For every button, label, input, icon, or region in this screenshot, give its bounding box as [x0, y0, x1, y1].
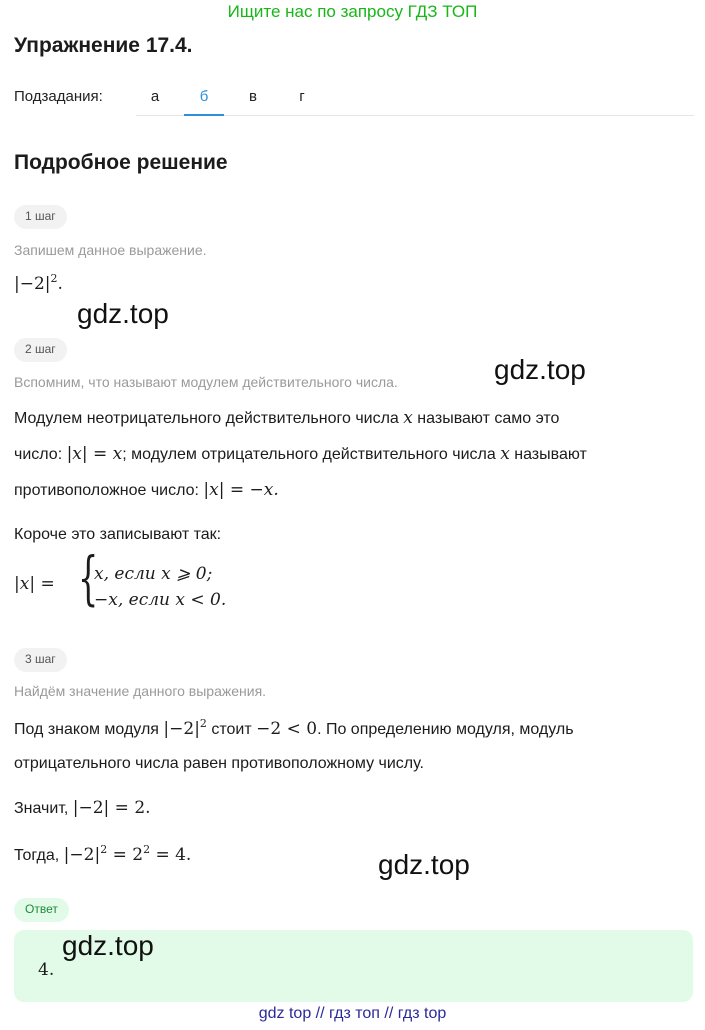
math-exponent: 2: [199, 717, 207, 730]
math-expr: |x| = x: [66, 444, 123, 464]
step-3-badge: 3 шаг: [14, 648, 67, 672]
watermark: gdz.top: [494, 354, 586, 385]
math-expr: |−2|: [163, 719, 200, 739]
subtask-tab-b[interactable]: б: [184, 82, 224, 116]
text: называют само это: [412, 410, 560, 427]
watermark: gdz.top: [378, 849, 470, 880]
math-var: x: [403, 408, 413, 428]
subtask-tab-v[interactable]: в: [249, 88, 257, 105]
footer-separator: //: [384, 1005, 394, 1022]
step-2-para-4: Короче это записывают так:: [14, 526, 222, 543]
footer-link-3[interactable]: гдз top: [397, 1005, 447, 1022]
curly-brace: {: [78, 544, 99, 612]
subtask-tab-a[interactable]: а: [150, 88, 160, 105]
text: Под знаком модуля: [14, 721, 164, 738]
math-expr: −2 < 0: [256, 719, 318, 739]
step-2-para-2: [14, 444, 587, 464]
cases-lhs: |x| =: [14, 574, 55, 594]
text: Тогда,: [14, 847, 64, 864]
step-3-caption: Найдём значение данного выражения.: [14, 683, 267, 699]
step-2-para-3: [14, 480, 279, 500]
text: стоит: [206, 721, 257, 738]
case-2: −x, если x < 0.: [94, 590, 227, 610]
text: называют: [509, 446, 587, 463]
subtasks-nav: [14, 82, 694, 116]
footer-links: [0, 1005, 705, 1023]
answer-value: 4.: [38, 960, 55, 980]
text: число:: [14, 446, 67, 463]
step-2-caption: Вспомним, что называют модулем действительного числа.: [14, 374, 398, 390]
math-expr: |−2|: [63, 845, 101, 865]
step-1-caption: Запишем данное выражение.: [14, 242, 207, 258]
text: ; модулем отрицательного действительного числа: [122, 446, 501, 463]
text: противоположное число:: [14, 482, 204, 499]
step-3-para-1: [14, 717, 574, 739]
math-exponent: 2: [143, 843, 151, 856]
step-3-para-3: [14, 798, 151, 818]
footer-separator: //: [315, 1005, 325, 1022]
math-var: x: [500, 444, 510, 464]
piecewise-definition: [14, 544, 334, 616]
math-expr: |x| = −x.: [203, 480, 279, 500]
top-banner: Ищите нас по запросу ГДЗ ТОП: [227, 2, 478, 21]
solution-title: Подробное решение: [14, 151, 228, 174]
step-2-badge: 2 шаг: [14, 338, 67, 362]
math-exponent: 2: [100, 843, 108, 856]
subtask-tab-g[interactable]: г: [299, 88, 305, 105]
exercise-title: Упражнение 17.4.: [14, 34, 193, 57]
answer-badge: Ответ: [14, 898, 69, 922]
formula-base: |−2|: [14, 274, 51, 294]
text: Значит,: [14, 800, 73, 817]
formula-exponent: 2: [50, 272, 58, 285]
subtasks-label: Подзадания:: [14, 88, 103, 105]
step-3-para-2: отрицательного числа равен противоположному числу.: [14, 755, 424, 772]
text: Модулем неотрицательного действительного числа: [14, 410, 404, 427]
watermark: gdz.top: [77, 298, 169, 329]
footer-link-2[interactable]: гдз топ: [329, 1005, 380, 1022]
text: . По определению модуля, модуль: [317, 721, 574, 738]
step-3-para-4: [14, 843, 191, 865]
formula-end: .: [57, 274, 63, 294]
math-expr: = 4.: [150, 845, 192, 865]
step-1-badge: 1 шаг: [14, 205, 67, 229]
math-expr: |−2| = 2.: [72, 798, 151, 818]
footer-link-1[interactable]: gdz top: [258, 1005, 312, 1022]
watermark: gdz.top: [62, 930, 154, 961]
case-1: x, если x ⩾ 0;: [94, 564, 213, 584]
step-2-para-1: [14, 408, 559, 428]
math-expr: = 2: [107, 845, 144, 865]
step-1-formula: [14, 272, 63, 294]
